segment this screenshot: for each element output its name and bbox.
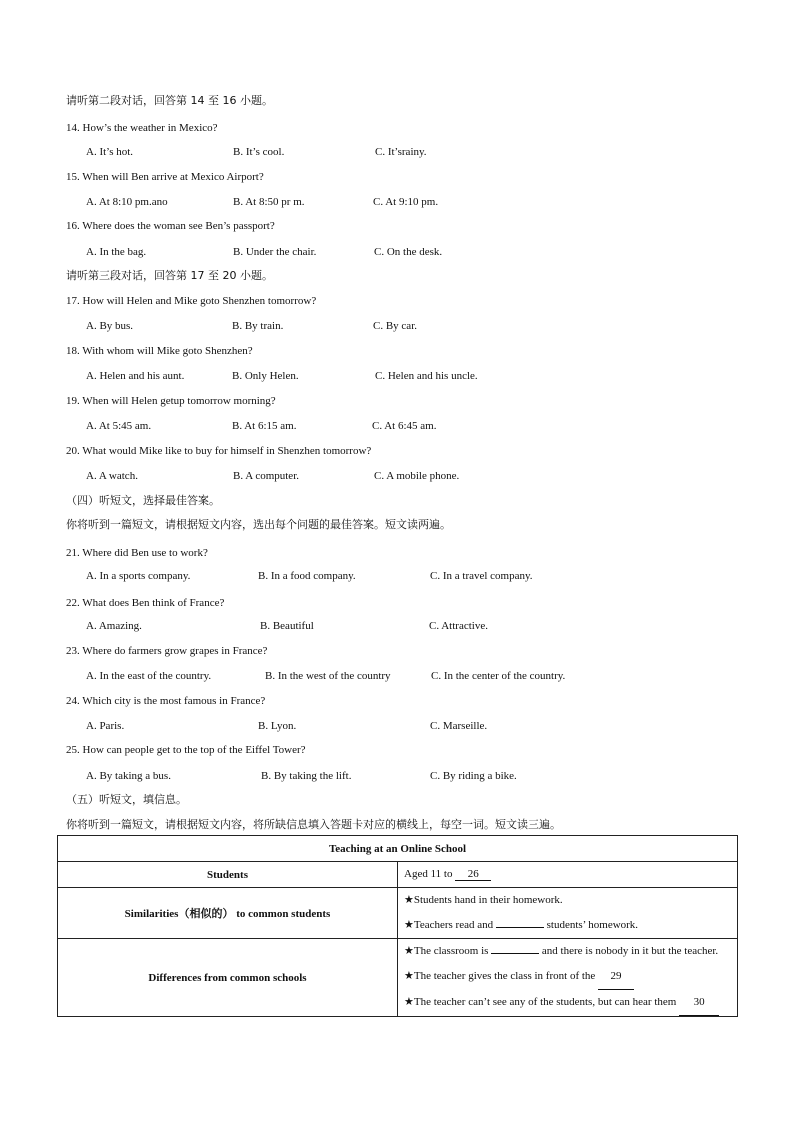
- question-20: 20. What would Mike like to buy for himself in Shenzhen tomorrow?: [66, 445, 372, 457]
- row-label-differences: Differences from common schools: [58, 939, 398, 1017]
- question-25: 25. How can people get to the top of the Eiffel Tower?: [66, 744, 306, 756]
- row-label-similarities: Similarities（相似的） to common students: [58, 888, 398, 939]
- option-a[interactable]: A. In the bag.: [86, 246, 147, 258]
- option-c[interactable]: C. It’srainy.: [375, 146, 427, 158]
- option-b[interactable]: B. Under the chair.: [233, 246, 317, 258]
- option-c[interactable]: C. By riding a bike.: [430, 770, 517, 782]
- difference-line-1: [404, 939, 731, 964]
- option-c[interactable]: C. Attractive.: [429, 620, 488, 632]
- option-b[interactable]: B. By train.: [232, 320, 284, 332]
- options-18: [86, 369, 706, 383]
- row-students-value: [398, 862, 738, 888]
- option-b[interactable]: B. Only Helen.: [232, 370, 299, 382]
- options-19: [86, 419, 706, 433]
- option-b[interactable]: B. At 6:15 am.: [232, 420, 297, 432]
- options-15: [86, 195, 706, 209]
- option-c[interactable]: C. A mobile phone.: [374, 470, 460, 482]
- difference-line-3-pre: ★The teacher can’t see any of the students, but can hear them: [404, 996, 680, 1008]
- difference-line-2: [404, 964, 731, 990]
- similarity-line-2: [404, 913, 731, 938]
- option-a[interactable]: A. Amazing.: [86, 620, 142, 632]
- option-c[interactable]: C. Marseille.: [430, 720, 488, 732]
- question-18: 18. With whom will Mike goto Shenzhen?: [66, 345, 253, 357]
- question-15: 15. When will Ben arrive at Mexico Airport?: [66, 171, 264, 183]
- blank-27[interactable]: [496, 927, 544, 928]
- option-c[interactable]: C. At 6:45 am.: [372, 420, 437, 432]
- option-b[interactable]: B. At 8:50 pr m.: [233, 196, 305, 208]
- blank-29[interactable]: 29: [598, 964, 634, 990]
- option-b[interactable]: B. Beautiful: [260, 620, 314, 632]
- info-table: [57, 835, 738, 1017]
- options-20: [86, 469, 706, 483]
- blank-30[interactable]: 30: [679, 990, 719, 1016]
- option-b[interactable]: B. In the west of the country: [265, 670, 391, 682]
- blank-28[interactable]: [491, 953, 539, 954]
- part2-intro: 请听第二段对话，回答第 14 至 16 小题。: [66, 94, 273, 107]
- similarity-line-1: ★Students hand in their homework.: [404, 894, 563, 906]
- options-25: [86, 769, 706, 783]
- part4-heading: （四）听短文，选择最佳答案。: [66, 494, 220, 507]
- options-14: [86, 145, 706, 159]
- options-24: [86, 719, 706, 733]
- option-a[interactable]: A. Helen and his aunt.: [86, 370, 185, 382]
- blank-26[interactable]: 26: [455, 868, 491, 881]
- option-a[interactable]: A. By taking a bus.: [86, 770, 171, 782]
- option-a[interactable]: A. It’s hot.: [86, 146, 134, 158]
- part5-instructions: 你将听到一篇短文，请根据短文内容，将所缺信息填入答题卡对应的横线上，每空一词。短文读三遍。: [66, 818, 561, 831]
- question-23: 23. Where do farmers grow grapes in France?: [66, 645, 268, 657]
- option-a[interactable]: A. In a sports company.: [86, 570, 191, 582]
- option-c[interactable]: C. On the desk.: [374, 246, 443, 258]
- row-similarities-value: [398, 888, 738, 939]
- question-24: 24. Which city is the most famous in France?: [66, 695, 266, 707]
- row-differences-value: [398, 939, 738, 1017]
- option-a[interactable]: A. Paris.: [86, 720, 125, 732]
- option-c[interactable]: C. In a travel company.: [430, 570, 533, 582]
- question-17: 17. How will Helen and Mike goto Shenzhen tomorrow?: [66, 295, 317, 307]
- part4-instructions: 你将听到一篇短文，请根据短文内容，选出每个问题的最佳答案。短文读两遍。: [66, 518, 451, 531]
- students-text: Aged 11 to: [404, 868, 453, 880]
- question-16: 16. Where does the woman see Ben’s passport?: [66, 220, 275, 232]
- option-a[interactable]: A. At 8:10 pm.ano: [86, 196, 168, 208]
- question-14: 14. How’s the weather in Mexico?: [66, 122, 218, 134]
- question-22: 22. What does Ben think of France?: [66, 597, 225, 609]
- option-a[interactable]: A. In the east of the country.: [86, 670, 212, 682]
- option-b[interactable]: B. A computer.: [233, 470, 299, 482]
- question-19: 19. When will Helen getup tomorrow morning?: [66, 395, 276, 407]
- difference-line-1-pre: ★The classroom is: [404, 945, 492, 957]
- row-label-students: Students: [58, 862, 398, 888]
- difference-line-2-pre: ★The teacher gives the class in front of the: [404, 970, 599, 982]
- option-c[interactable]: C. By car.: [373, 320, 417, 332]
- part5-heading: （五）听短文，填信息。: [66, 793, 187, 806]
- similarity-line-2-pre: ★Teachers read and: [404, 919, 496, 931]
- option-c[interactable]: C. At 9:10 pm.: [373, 196, 439, 208]
- option-c[interactable]: C. Helen and his uncle.: [375, 370, 478, 382]
- part3-intro: 请听第三段对话，回答第 17 至 20 小题。: [66, 269, 273, 282]
- option-b[interactable]: B. It’s cool.: [233, 146, 285, 158]
- options-22: [86, 619, 706, 633]
- options-17: [86, 319, 706, 333]
- option-b[interactable]: B. By taking the lift.: [261, 770, 352, 782]
- option-a[interactable]: A. By bus.: [86, 320, 134, 332]
- question-21: 21. Where did Ben use to work?: [66, 547, 208, 559]
- options-16: [86, 245, 706, 259]
- option-a[interactable]: A. At 5:45 am.: [86, 420, 152, 432]
- difference-line-1-post: and there is nobody in it but the teacher.: [539, 945, 719, 957]
- options-23: [86, 669, 706, 683]
- option-c[interactable]: C. In the center of the country.: [431, 670, 566, 682]
- difference-line-3: [404, 990, 731, 1016]
- table-title: Teaching at an Online School: [58, 836, 738, 862]
- option-a[interactable]: A. A watch.: [86, 470, 138, 482]
- options-21: [86, 569, 706, 583]
- similarity-line-2-post: students’ homework.: [543, 919, 639, 931]
- option-b[interactable]: B. Lyon.: [258, 720, 297, 732]
- option-b[interactable]: B. In a food company.: [258, 570, 356, 582]
